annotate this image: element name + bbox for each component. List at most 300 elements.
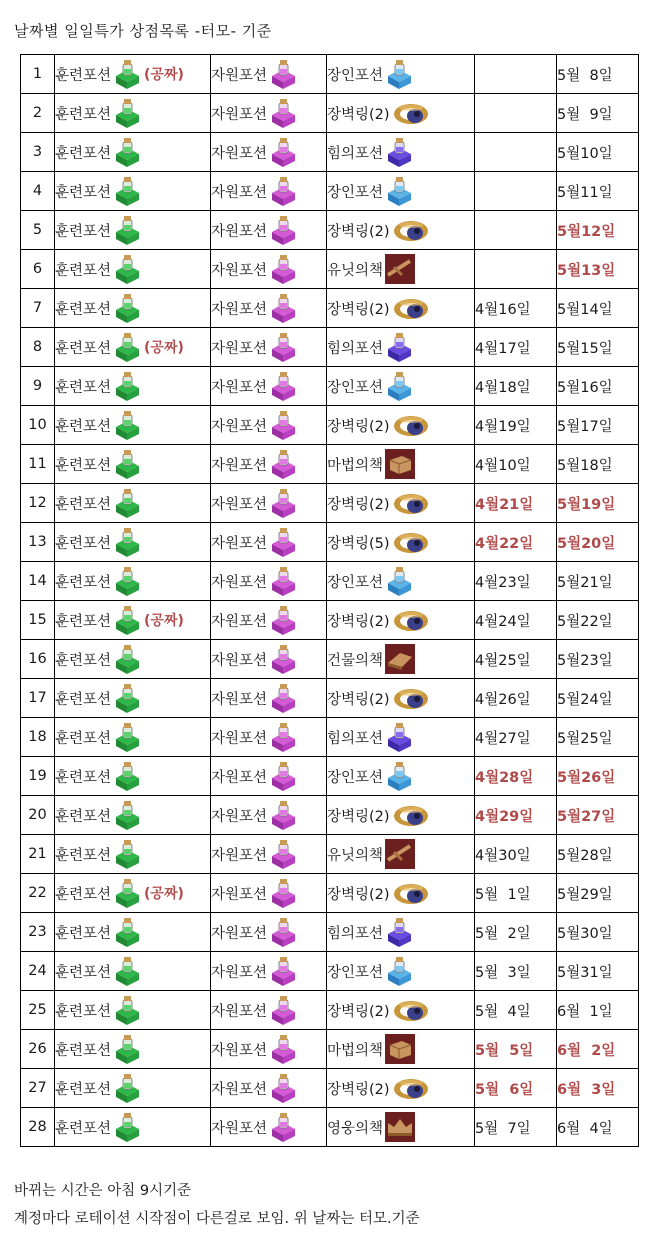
resource-potion-label: 자원포션: [211, 925, 268, 942]
unit-book-icon: [384, 253, 416, 285]
table-row: [21, 640, 639, 679]
resource-cell: [211, 601, 327, 640]
table-row: [21, 562, 639, 601]
special-item-cell: [327, 991, 475, 1030]
date-may-cell: 5월29일: [557, 874, 639, 913]
resource-potion-icon: [268, 760, 298, 792]
resource-potion-label: 자원포션: [211, 769, 268, 786]
power-potion-icon: [384, 136, 416, 168]
resource-cell: [211, 328, 327, 367]
resource-potion-icon: [268, 97, 298, 129]
special-item-cell: [327, 835, 475, 874]
wall-ring-icon: [391, 994, 431, 1026]
resource-cell: [211, 640, 327, 679]
date-april-cell: [475, 94, 557, 133]
row-number: 2: [21, 94, 55, 133]
training-cell: [55, 913, 211, 952]
special-item-cell: [327, 1030, 475, 1069]
resource-potion-label: 자원포션: [211, 613, 268, 630]
table-row: [21, 913, 639, 952]
training-potion-icon: [112, 448, 142, 480]
date-may-cell: 5월20일: [557, 523, 639, 562]
row-number: 20: [21, 796, 55, 835]
training-potion-icon: [112, 721, 142, 753]
training-cell: [55, 328, 211, 367]
training-potion-icon: [112, 760, 142, 792]
date-may-cell: 5월14일: [557, 289, 639, 328]
training-potion-icon: [112, 643, 142, 675]
table-row: [21, 1108, 639, 1147]
row-number: 19: [21, 757, 55, 796]
table-row: [21, 835, 639, 874]
magic-book-icon: [384, 1033, 416, 1065]
training-potion-icon: [112, 175, 142, 207]
row-number: 28: [21, 1108, 55, 1147]
table-row: [21, 1030, 639, 1069]
resource-cell: [211, 367, 327, 406]
footer-note-rotation: 계정마다 로테이션 시작점이 다른걸로 보임. 위 날짜는 터모.기준: [14, 1211, 420, 1227]
special-item-cell: [327, 913, 475, 952]
date-may-cell: 5월19일: [557, 484, 639, 523]
resource-potion-icon: [268, 331, 298, 363]
special-item-label: 힘의포션: [327, 730, 384, 747]
special-item-cell: [327, 406, 475, 445]
training-potion-icon: [112, 1072, 142, 1104]
special-item-cell: [327, 289, 475, 328]
date-april-cell: [475, 250, 557, 289]
special-item-cell: [327, 640, 475, 679]
resource-cell: [211, 133, 327, 172]
table-row: [21, 718, 639, 757]
special-item-cell: [327, 796, 475, 835]
wall-ring-icon: [391, 292, 431, 324]
special-item-label: 장인포션: [327, 184, 384, 201]
training-potion-icon: [112, 136, 142, 168]
training-cell: [55, 133, 211, 172]
row-number: 26: [21, 1030, 55, 1069]
free-badge: (공짜): [144, 67, 184, 83]
row-number: 15: [21, 601, 55, 640]
training-potion-label: 훈련포션: [55, 1081, 112, 1098]
resource-cell: [211, 406, 327, 445]
training-potion-icon: [112, 292, 142, 324]
date-april-cell: 4월25일: [475, 640, 557, 679]
resource-potion-icon: [268, 487, 298, 519]
training-potion-label: 훈련포션: [55, 574, 112, 591]
row-number: 8: [21, 328, 55, 367]
date-april-cell: 5월 2일: [475, 913, 557, 952]
date-april-cell: 4월10일: [475, 445, 557, 484]
training-potion-icon: [112, 838, 142, 870]
special-item-label: 유닛의책: [327, 847, 384, 864]
table-row: [21, 406, 639, 445]
resource-cell: [211, 796, 327, 835]
training-potion-label: 훈련포션: [55, 652, 112, 669]
date-april-cell: 4월17일: [475, 328, 557, 367]
resource-potion-icon: [268, 877, 298, 909]
date-may-cell: 5월18일: [557, 445, 639, 484]
row-number: 27: [21, 1069, 55, 1108]
free-badge: (공짜): [144, 340, 184, 356]
training-potion-label: 훈련포션: [55, 67, 112, 84]
resource-potion-label: 자원포션: [211, 652, 268, 669]
training-cell: [55, 1108, 211, 1147]
table-row: [21, 94, 639, 133]
resource-potion-icon: [268, 292, 298, 324]
magic-book-icon: [384, 448, 416, 480]
date-may-cell: 6월 3일: [557, 1069, 639, 1108]
special-item-label: 장벽링(2): [327, 1003, 390, 1020]
training-potion-icon: [112, 214, 142, 246]
special-item-label: 장벽링(2): [327, 886, 390, 903]
resource-cell: [211, 445, 327, 484]
date-april-cell: 4월28일: [475, 757, 557, 796]
training-potion-label: 훈련포션: [55, 886, 112, 903]
training-cell: [55, 991, 211, 1030]
resource-potion-icon: [268, 448, 298, 480]
table-row: [21, 952, 639, 991]
resource-potion-label: 자원포션: [211, 379, 268, 396]
training-potion-label: 훈련포션: [55, 145, 112, 162]
training-potion-label: 훈련포션: [55, 808, 112, 825]
builder-potion-icon: [384, 58, 416, 90]
training-cell: [55, 562, 211, 601]
training-cell: [55, 601, 211, 640]
training-potion-icon: [112, 565, 142, 597]
training-potion-label: 훈련포션: [55, 262, 112, 279]
resource-potion-label: 자원포션: [211, 1003, 268, 1020]
resource-cell: [211, 289, 327, 328]
table-row: [21, 211, 639, 250]
page-title: 날짜별 일일특가 상점목록 -터모- 기준: [14, 22, 272, 40]
row-number: 6: [21, 250, 55, 289]
training-cell: [55, 835, 211, 874]
resource-potion-icon: [268, 214, 298, 246]
row-number: 12: [21, 484, 55, 523]
resource-potion-label: 자원포션: [211, 418, 268, 435]
training-cell: [55, 94, 211, 133]
date-may-cell: 5월26일: [557, 757, 639, 796]
unit-book-icon: [384, 838, 416, 870]
training-potion-icon: [112, 1033, 142, 1065]
resource-potion-label: 자원포션: [211, 574, 268, 591]
training-potion-label: 훈련포션: [55, 925, 112, 942]
row-number: 21: [21, 835, 55, 874]
training-potion-icon: [112, 487, 142, 519]
resource-potion-label: 자원포션: [211, 223, 268, 240]
resource-potion-label: 자원포션: [211, 262, 268, 279]
special-item-label: 장벽링(2): [327, 301, 390, 318]
training-potion-icon: [112, 331, 142, 363]
date-april-cell: 4월27일: [475, 718, 557, 757]
resource-potion-icon: [268, 604, 298, 636]
date-april-cell: [475, 55, 557, 94]
special-item-label: 장벽링(2): [327, 106, 390, 123]
table-row: [21, 1069, 639, 1108]
table-row: [21, 484, 639, 523]
wall-ring-icon: [391, 604, 431, 636]
special-item-label: 마법의책: [327, 1042, 384, 1059]
row-number: 22: [21, 874, 55, 913]
training-potion-label: 훈련포션: [55, 1003, 112, 1020]
date-april-cell: 4월16일: [475, 289, 557, 328]
date-april-cell: 4월21일: [475, 484, 557, 523]
training-potion-label: 훈련포션: [55, 106, 112, 123]
resource-potion-icon: [268, 175, 298, 207]
builder-potion-icon: [384, 760, 416, 792]
resource-potion-label: 자원포션: [211, 535, 268, 552]
resource-potion-icon: [268, 838, 298, 870]
table-row: [21, 523, 639, 562]
date-april-cell: [475, 172, 557, 211]
date-may-cell: 6월 4일: [557, 1108, 639, 1147]
training-cell: [55, 406, 211, 445]
training-potion-label: 훈련포션: [55, 301, 112, 318]
resource-cell: [211, 718, 327, 757]
training-potion-icon: [112, 526, 142, 558]
date-may-cell: 5월22일: [557, 601, 639, 640]
resource-cell: [211, 523, 327, 562]
date-may-cell: 5월28일: [557, 835, 639, 874]
resource-potion-icon: [268, 1072, 298, 1104]
special-item-cell: [327, 1069, 475, 1108]
resource-cell: [211, 913, 327, 952]
resource-potion-label: 자원포션: [211, 496, 268, 513]
power-potion-icon: [384, 721, 416, 753]
special-item-cell: [327, 718, 475, 757]
wall-ring-icon: [391, 526, 431, 558]
resource-potion-label: 자원포션: [211, 184, 268, 201]
date-may-cell: 5월31일: [557, 952, 639, 991]
training-cell: [55, 757, 211, 796]
training-potion-label: 훈련포션: [55, 730, 112, 747]
training-potion-label: 훈련포션: [55, 418, 112, 435]
table-row: [21, 991, 639, 1030]
resource-cell: [211, 1108, 327, 1147]
date-may-cell: 5월15일: [557, 328, 639, 367]
training-potion-icon: [112, 916, 142, 948]
training-cell: [55, 1030, 211, 1069]
table-row: [21, 250, 639, 289]
date-april-cell: 4월29일: [475, 796, 557, 835]
builder-potion-icon: [384, 175, 416, 207]
training-cell: [55, 211, 211, 250]
resource-potion-icon: [268, 916, 298, 948]
date-april-cell: 5월 3일: [475, 952, 557, 991]
table-row: [21, 874, 639, 913]
training-cell: [55, 952, 211, 991]
resource-potion-icon: [268, 58, 298, 90]
date-may-cell: 5월11일: [557, 172, 639, 211]
resource-potion-label: 자원포션: [211, 964, 268, 981]
date-may-cell: 5월 9일: [557, 94, 639, 133]
free-badge: (공짜): [144, 613, 184, 629]
row-number: 17: [21, 679, 55, 718]
date-april-cell: 4월19일: [475, 406, 557, 445]
training-potion-icon: [112, 955, 142, 987]
table-row: [21, 367, 639, 406]
row-number: 5: [21, 211, 55, 250]
special-item-label: 마법의책: [327, 457, 384, 474]
date-april-cell: [475, 211, 557, 250]
resource-cell: [211, 757, 327, 796]
special-item-label: 힘의포션: [327, 145, 384, 162]
row-number: 24: [21, 952, 55, 991]
special-item-cell: [327, 250, 475, 289]
special-item-label: 장벽링(2): [327, 496, 390, 513]
resource-potion-icon: [268, 409, 298, 441]
special-item-cell: [327, 562, 475, 601]
resource-potion-icon: [268, 370, 298, 402]
table-row: [21, 172, 639, 211]
special-item-cell: [327, 1108, 475, 1147]
resource-cell: [211, 55, 327, 94]
resource-cell: [211, 1030, 327, 1069]
training-potion-icon: [112, 97, 142, 129]
row-number: 18: [21, 718, 55, 757]
wall-ring-icon: [391, 799, 431, 831]
special-item-cell: [327, 133, 475, 172]
date-may-cell: 5월23일: [557, 640, 639, 679]
date-april-cell: 4월22일: [475, 523, 557, 562]
date-may-cell: 5월10일: [557, 133, 639, 172]
training-cell: [55, 718, 211, 757]
hero-book-icon: [384, 1111, 416, 1143]
date-may-cell: 5월16일: [557, 367, 639, 406]
special-item-label: 건물의책: [327, 652, 384, 669]
table-row: [21, 757, 639, 796]
resource-cell: [211, 172, 327, 211]
resource-cell: [211, 562, 327, 601]
date-april-cell: 5월 7일: [475, 1108, 557, 1147]
table-row: [21, 796, 639, 835]
row-number: 13: [21, 523, 55, 562]
date-april-cell: 4월26일: [475, 679, 557, 718]
table-row: [21, 601, 639, 640]
special-item-cell: [327, 367, 475, 406]
resource-potion-icon: [268, 955, 298, 987]
special-item-cell: [327, 328, 475, 367]
special-item-label: 장벽링(2): [327, 418, 390, 435]
resource-potion-icon: [268, 526, 298, 558]
resource-cell: [211, 679, 327, 718]
training-cell: [55, 523, 211, 562]
special-item-label: 장인포션: [327, 379, 384, 396]
row-number: 3: [21, 133, 55, 172]
training-cell: [55, 679, 211, 718]
special-item-cell: [327, 94, 475, 133]
resource-cell: [211, 1069, 327, 1108]
resource-cell: [211, 484, 327, 523]
training-cell: [55, 367, 211, 406]
training-potion-label: 훈련포션: [55, 184, 112, 201]
training-cell: [55, 55, 211, 94]
resource-potion-label: 자원포션: [211, 847, 268, 864]
wall-ring-icon: [391, 877, 431, 909]
resource-cell: [211, 211, 327, 250]
date-may-cell: 5월25일: [557, 718, 639, 757]
special-item-label: 장벽링(2): [327, 613, 390, 630]
table-row: [21, 445, 639, 484]
special-item-label: 장벽링(5): [327, 535, 390, 552]
table-row: [21, 55, 639, 94]
training-potion-label: 훈련포션: [55, 535, 112, 552]
date-may-cell: 5월12일: [557, 211, 639, 250]
resource-potion-icon: [268, 1033, 298, 1065]
special-item-cell: [327, 757, 475, 796]
row-number: 25: [21, 991, 55, 1030]
special-item-cell: [327, 874, 475, 913]
date-april-cell: 5월 6일: [475, 1069, 557, 1108]
special-item-label: 장인포션: [327, 769, 384, 786]
training-potion-label: 훈련포션: [55, 1042, 112, 1059]
date-may-cell: 6월 2일: [557, 1030, 639, 1069]
wall-ring-icon: [391, 97, 431, 129]
training-potion-icon: [112, 1111, 142, 1143]
row-number: 10: [21, 406, 55, 445]
special-item-cell: [327, 601, 475, 640]
power-potion-icon: [384, 331, 416, 363]
footer-note-reset-time: 바뀌는 시간은 아침 9시기준: [14, 1183, 192, 1199]
table-row: [21, 679, 639, 718]
date-april-cell: 5월 4일: [475, 991, 557, 1030]
resource-potion-label: 자원포션: [211, 145, 268, 162]
training-cell: [55, 874, 211, 913]
special-item-label: 영웅의책: [327, 1120, 384, 1137]
resource-potion-icon: [268, 682, 298, 714]
builder-potion-icon: [384, 955, 416, 987]
special-item-label: 장벽링(2): [327, 691, 390, 708]
power-potion-icon: [384, 916, 416, 948]
special-item-label: 유닛의책: [327, 262, 384, 279]
resource-potion-label: 자원포션: [211, 886, 268, 903]
resource-potion-label: 자원포션: [211, 106, 268, 123]
training-potion-icon: [112, 253, 142, 285]
training-cell: [55, 445, 211, 484]
training-potion-icon: [112, 604, 142, 636]
special-item-label: 장벽링(2): [327, 223, 390, 240]
training-potion-icon: [112, 877, 142, 909]
wall-ring-icon: [391, 409, 431, 441]
resource-potion-icon: [268, 136, 298, 168]
special-item-cell: [327, 172, 475, 211]
date-may-cell: 5월17일: [557, 406, 639, 445]
training-potion-label: 훈련포션: [55, 691, 112, 708]
table-row: [21, 328, 639, 367]
row-number: 4: [21, 172, 55, 211]
free-badge: (공짜): [144, 886, 184, 902]
training-potion-icon: [112, 409, 142, 441]
special-item-cell: [327, 211, 475, 250]
training-cell: [55, 484, 211, 523]
builder-potion-icon: [384, 370, 416, 402]
special-item-label: 장인포션: [327, 67, 384, 84]
shop-table: [20, 54, 639, 1147]
training-cell: [55, 289, 211, 328]
special-item-cell: [327, 952, 475, 991]
row-number: 1: [21, 55, 55, 94]
resource-potion-label: 자원포션: [211, 340, 268, 357]
training-potion-label: 훈련포션: [55, 379, 112, 396]
wall-ring-icon: [391, 1072, 431, 1104]
resource-cell: [211, 952, 327, 991]
resource-cell: [211, 991, 327, 1030]
date-may-cell: 5월24일: [557, 679, 639, 718]
resource-cell: [211, 94, 327, 133]
special-item-label: 장인포션: [327, 964, 384, 981]
resource-potion-label: 자원포션: [211, 67, 268, 84]
training-potion-icon: [112, 58, 142, 90]
